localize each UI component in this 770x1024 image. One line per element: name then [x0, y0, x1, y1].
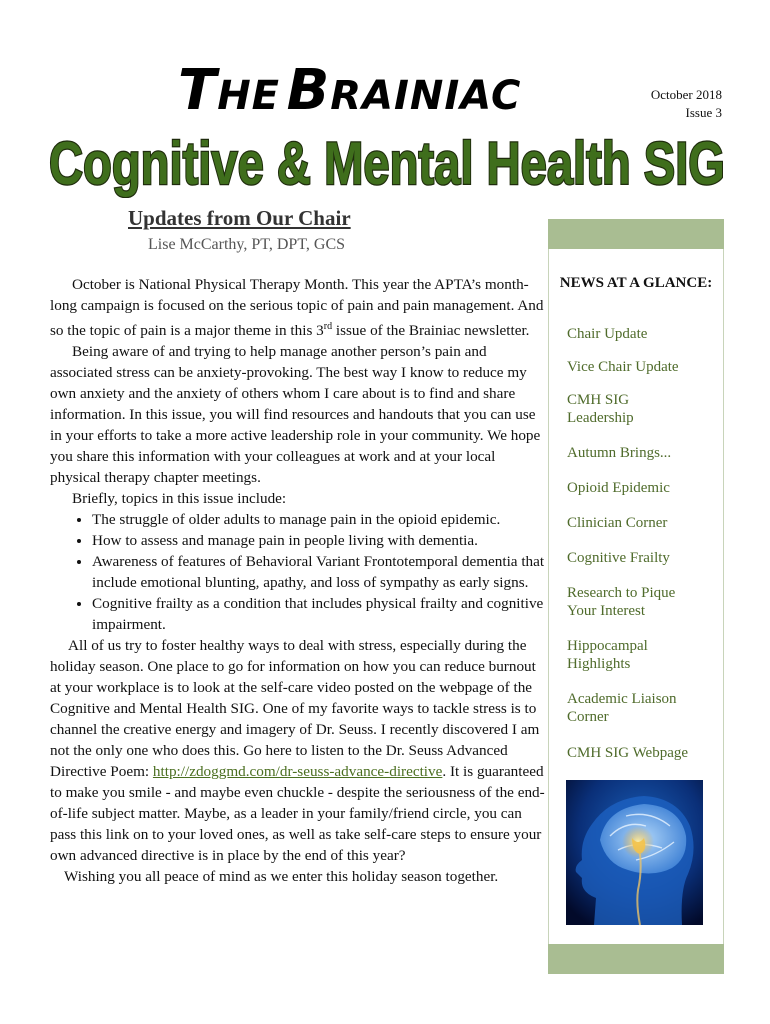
paragraph-3: Briefly, topics in this issue include: — [72, 490, 287, 508]
paragraph-4: All of us try to foster healthy ways to deal with stress, especially during the holiday season. One place to go for information on how you can reduce burnout at your workplace is to look at the self-care video posted on the webpage of the Cognitive and Mental Health SIG. One of my favorite ways to tackle stress is to channel the creative energy and imagery of Dr. Seuss. I recently discovered I am not the only one who does this. Go here to listen to the Dr. Seuss Advanced Directive Poem: http://zdoggmd.com/dr-seuss-advance-directive. It is guaranteed to make you smile - and maybe even chuckle - despite the seriousness of the end-of-life subject matter. Maybe, as a leader in your family/friend circle, you can pass this link on to your loved ones, as well as take self-care steps to ensure your own advanced directive is in place by the end of this year? — [50, 637, 545, 865]
masthead-brainiac-rest: RAINIAC — [330, 73, 522, 119]
sidebar-item-cognitive-frailty[interactable]: Cognitive Frailty — [567, 550, 670, 566]
issue-date: October 2018 — [650, 87, 722, 102]
sidebar-item-cmh-leadership[interactable]: CMH SIG Leadership — [567, 392, 634, 426]
paragraph-1: October is National Physical Therapy Month. This year the APTA’s month-long campaign is focused on the serious topic of pain and pain management. And so the topic of pain is a major theme in this 3rd issue of the Brainiac newsletter. — [50, 276, 544, 340]
sidebar-heading: NEWS AT A GLANCE: — [559, 275, 713, 291]
sidebar-item-cmh-webpage[interactable]: CMH SIG Webpage — [567, 745, 689, 761]
sig-banner-text: Cognitive & Mental Health SIG — [49, 130, 725, 197]
issue-info — [651, 86, 722, 122]
sidebar-top-band — [548, 219, 724, 249]
sidebar-item-chair-update[interactable]: Chair Update — [567, 326, 648, 342]
article-title: Updates from Our Chair — [128, 206, 351, 230]
article-body — [50, 274, 545, 887]
newsletter-masthead — [178, 58, 618, 122]
brain-head-image — [566, 780, 703, 925]
masthead-the-cap: T — [178, 58, 218, 123]
sidebar-item-academic-liaison[interactable]: Academic Liaison Corner — [567, 691, 677, 725]
paragraph-5: Wishing you all peace of mind as we enter this holiday season together. — [64, 868, 499, 886]
sidebar-item-autumn-brings[interactable]: Autumn Brings... — [567, 445, 672, 461]
masthead-the-rest: HE — [217, 73, 281, 119]
paragraph-2: Being aware of and trying to help manage another person’s pain and associated stress can be anxiety-provoking. The best way I know to reduce my own anxiety and the anxiety of others whom I care about is to find and share information. In this issue, you will find resources and handouts that you can use in your efforts to take a more active leadership role in your community. We hope you share this information with your colleagues at work and at your local physical therapy chapter meetings. — [50, 343, 541, 487]
seuss-poem-link[interactable]: http://zdoggmd.com/dr-seuss-advance-directive — [152, 763, 443, 781]
sig-banner — [42, 128, 732, 198]
sidebar-item-opioid-epidemic[interactable]: Opioid Epidemic — [567, 480, 670, 496]
sidebar-item-hippocampal[interactable]: Hippocampal Highlights — [567, 638, 648, 672]
masthead-brainiac-cap: B — [286, 58, 331, 123]
sidebar-item-clinician-corner[interactable]: Clinician Corner — [567, 515, 668, 531]
article-author: Lise McCarthy, PT, DPT, GCS — [148, 236, 346, 253]
list-item: • Cognitive frailty as a condition that includes physical frailty and cognitive impairment. — [92, 593, 545, 635]
list-item: • The struggle of older adults to manage pain in the opioid epidemic. — [92, 509, 545, 530]
issue-number: Issue 3 — [685, 105, 722, 120]
sidebar-bottom-band — [548, 944, 724, 974]
sidebar-item-vice-chair-update[interactable]: Vice Chair Update — [567, 359, 679, 375]
topics-list — [50, 509, 545, 635]
list-item: • How to assess and manage pain in people living with dementia. — [92, 530, 545, 551]
sidebar-item-research[interactable]: Research to Pique Your Interest — [567, 585, 676, 619]
list-item: • Awareness of features of Behavioral Variant Frontotemporal dementia that include emotional blunting, apathy, and loss of sympathy as early signs. — [92, 551, 545, 593]
